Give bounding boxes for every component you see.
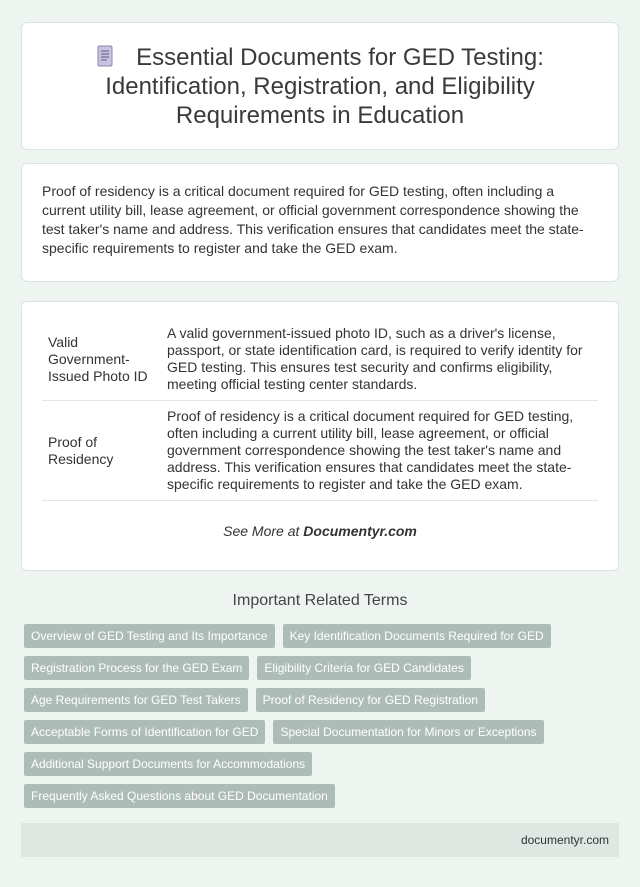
related-term-tag[interactable]: Additional Support Documents for Accommodations — [24, 752, 312, 776]
related-term-tag[interactable]: Key Identification Documents Required for GED — [283, 624, 551, 648]
page-title — [22, 43, 618, 130]
table-row-description: A valid government-issued photo ID, such as a driver's license, passport, or state identification card, is required to verify identity for GED testing. This ensures test security and confirms eligibility, meeting official testing center standards. — [159, 318, 598, 401]
table-row-description: Proof of residency is a critical document required for GED testing, often including a current utility bill, lease agreement, or official government correspondence showing the test taker's name and address. This verification ensures that candidates meet the state-specific requirements to register and take the GED exam. — [159, 401, 598, 501]
related-term-tag[interactable]: Acceptable Forms of Identification for GED — [24, 720, 265, 744]
intro-card — [21, 163, 619, 282]
related-term-tag[interactable]: Eligibility Criteria for GED Candidates — [257, 656, 470, 680]
see-more-link[interactable]: Documentyr.com — [303, 523, 417, 539]
see-more-line — [42, 523, 598, 539]
intro-text: Proof of residency is a critical document required for GED testing, often including a current utility bill, lease agreement, or official government correspondence showing the test taker's name and address. This verification ensures that candidates meet the state-specific requirements to register and take the GED exam. — [42, 183, 584, 256]
table-row-label: Proof of Residency — [42, 401, 159, 501]
related-term-tag[interactable]: Overview of GED Testing and Its Importance — [24, 624, 275, 648]
table-row — [42, 318, 598, 401]
related-term-tag[interactable]: Proof of Residency for GED Registration — [256, 688, 485, 712]
see-more-prefix: See More at — [223, 523, 304, 539]
table-row-label: Valid Government-Issued Photo ID — [42, 318, 159, 401]
footer-site[interactable]: documentyr.com — [520, 833, 609, 847]
title-card — [21, 22, 619, 150]
related-term-tag[interactable]: Frequently Asked Questions about GED Documentation — [24, 784, 335, 808]
table-row — [42, 401, 598, 501]
related-term-tag[interactable]: Special Documentation for Minors or Exceptions — [273, 720, 543, 744]
tag-row — [24, 784, 620, 808]
tag-row — [24, 656, 620, 680]
related-terms-heading: Important Related Terms — [232, 592, 408, 609]
related-term-tag[interactable]: Age Requirements for GED Test Takers — [24, 688, 248, 712]
related-terms-list — [24, 624, 620, 816]
documents-table — [42, 318, 598, 501]
page-title-text: Essential Documents for GED Testing: Identification, Registration, and Eligibility Requirements in Education — [105, 43, 544, 129]
documents-card — [21, 301, 619, 571]
document-icon — [96, 45, 114, 67]
tag-row — [24, 688, 620, 712]
footer — [21, 823, 619, 857]
tag-row — [24, 752, 620, 776]
related-term-tag[interactable]: Registration Process for the GED Exam — [24, 656, 249, 680]
tag-row — [24, 624, 620, 648]
tag-row — [24, 720, 620, 744]
